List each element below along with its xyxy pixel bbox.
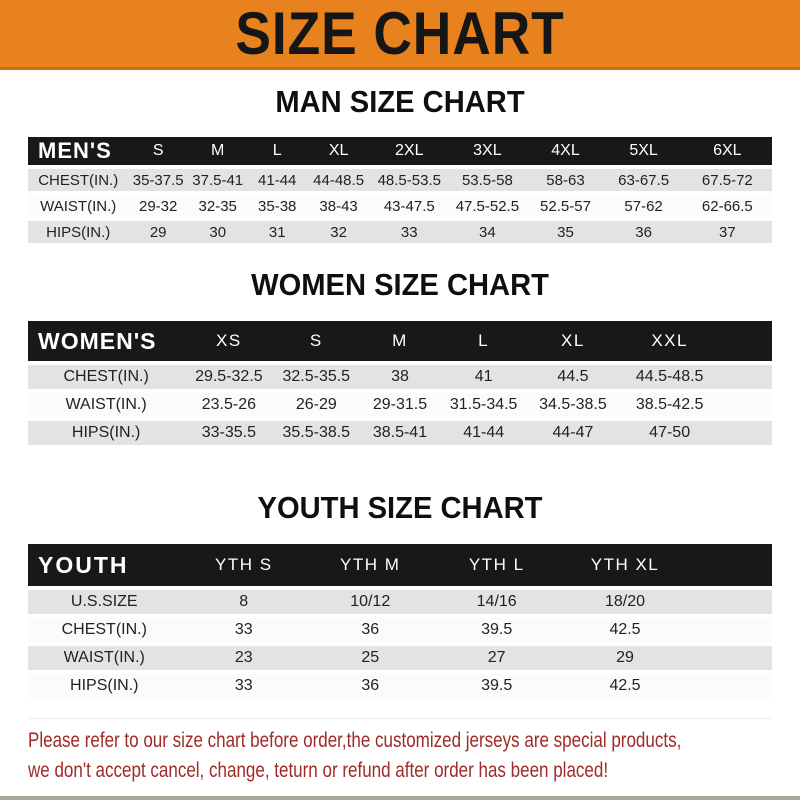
spacer-cell — [720, 365, 772, 389]
column-header: YTH M — [307, 544, 433, 586]
mens-size-table — [28, 133, 772, 247]
column-header: 5XL — [605, 137, 683, 165]
row-label: WAIST(IN.) — [28, 195, 128, 217]
spacer-cell — [690, 646, 772, 670]
table-row — [28, 590, 772, 614]
table-row — [28, 221, 772, 243]
value-cell: 44-47 — [526, 421, 619, 445]
value-cell: 35 — [526, 221, 604, 243]
value-cell: 38 — [359, 365, 441, 389]
value-cell: 23.5-26 — [184, 393, 273, 417]
disclaimer-line-1: Please refer to our size chart before order,the customized jerseys are special products, — [28, 729, 682, 752]
value-cell: 39.5 — [433, 674, 559, 698]
disclaimer-note — [28, 718, 772, 786]
youth-size-chart-heading: YOUTH SIZE CHART — [257, 490, 543, 525]
table-row — [28, 618, 772, 642]
value-cell: 33 — [370, 221, 448, 243]
value-cell: 38-43 — [307, 195, 370, 217]
table-row — [28, 195, 772, 217]
value-cell: 57-62 — [605, 195, 683, 217]
value-cell: 37.5-41 — [188, 169, 248, 191]
man-size-chart-heading: MAN SIZE CHART — [275, 84, 525, 119]
value-cell: 41-44 — [247, 169, 307, 191]
value-cell: 37 — [683, 221, 772, 243]
value-cell: 35-38 — [247, 195, 307, 217]
womens-size-table — [28, 317, 772, 449]
value-cell: 36 — [307, 674, 433, 698]
row-label: HIPS(IN.) — [28, 421, 184, 445]
table-row — [28, 674, 772, 698]
value-cell: 33-35.5 — [184, 421, 273, 445]
value-cell: 29 — [128, 221, 188, 243]
spacer-cell — [720, 321, 772, 361]
size-chart-banner — [0, 0, 800, 70]
spacer-cell — [690, 674, 772, 698]
value-cell: 25 — [307, 646, 433, 670]
column-header: XL — [526, 321, 619, 361]
value-cell: 43-47.5 — [370, 195, 448, 217]
spacer-cell — [690, 590, 772, 614]
women-size-chart-section — [0, 267, 800, 449]
value-cell: 53.5-58 — [448, 169, 526, 191]
value-cell: 23 — [181, 646, 307, 670]
column-header: S — [274, 321, 360, 361]
value-cell: 32 — [307, 221, 370, 243]
value-cell: 31 — [247, 221, 307, 243]
value-cell: 33 — [181, 674, 307, 698]
value-cell: 14/16 — [433, 590, 559, 614]
column-header: XS — [184, 321, 273, 361]
value-cell: 18/20 — [560, 590, 690, 614]
row-label: WAIST(IN.) — [28, 646, 181, 670]
value-cell: 38.5-42.5 — [619, 393, 719, 417]
value-cell: 36 — [307, 618, 433, 642]
value-cell: 34.5-38.5 — [526, 393, 619, 417]
table-row — [28, 169, 772, 191]
value-cell: 63-67.5 — [605, 169, 683, 191]
column-header: M — [188, 137, 248, 165]
bottom-edge-strip — [0, 796, 800, 800]
column-header: 4XL — [526, 137, 604, 165]
row-label: WAIST(IN.) — [28, 393, 184, 417]
table-row — [28, 421, 772, 445]
table-header-row — [28, 137, 772, 165]
spacer-cell — [690, 618, 772, 642]
table-header-row — [28, 544, 772, 586]
row-label: CHEST(IN.) — [28, 365, 184, 389]
value-cell: 27 — [433, 646, 559, 670]
value-cell: 62-66.5 — [683, 195, 772, 217]
value-cell: 10/12 — [307, 590, 433, 614]
column-header: 2XL — [370, 137, 448, 165]
banner-title: SIZE CHART — [235, 0, 565, 67]
value-cell: 35-37.5 — [128, 169, 188, 191]
table-corner-label: YOUTH — [28, 544, 181, 586]
value-cell: 44.5 — [526, 365, 619, 389]
column-header: L — [247, 137, 307, 165]
value-cell: 41-44 — [441, 421, 527, 445]
value-cell: 47.5-52.5 — [448, 195, 526, 217]
value-cell: 35.5-38.5 — [274, 421, 360, 445]
row-label: CHEST(IN.) — [28, 169, 128, 191]
table-header-row — [28, 321, 772, 361]
disclaimer-line-2: we don't accept cancel, change, teturn or refund after order has been placed! — [28, 759, 609, 782]
spacer-cell — [720, 421, 772, 445]
value-cell: 47-50 — [619, 421, 719, 445]
spacer-cell — [720, 393, 772, 417]
table-row — [28, 393, 772, 417]
table-row — [28, 365, 772, 389]
column-header: YTH L — [433, 544, 559, 586]
column-header: M — [359, 321, 441, 361]
value-cell: 41 — [441, 365, 527, 389]
table-corner-label: WOMEN'S — [28, 321, 184, 361]
value-cell: 8 — [181, 590, 307, 614]
row-label: CHEST(IN.) — [28, 618, 181, 642]
value-cell: 38.5-41 — [359, 421, 441, 445]
value-cell: 44-48.5 — [307, 169, 370, 191]
value-cell: 39.5 — [433, 618, 559, 642]
value-cell: 29 — [560, 646, 690, 670]
value-cell: 31.5-34.5 — [441, 393, 527, 417]
column-header: YTH XL — [560, 544, 690, 586]
value-cell: 36 — [605, 221, 683, 243]
row-label: HIPS(IN.) — [28, 674, 181, 698]
column-header: 6XL — [683, 137, 772, 165]
value-cell: 58-63 — [526, 169, 604, 191]
column-header: XL — [307, 137, 370, 165]
row-label: U.S.SIZE — [28, 590, 181, 614]
column-header: YTH S — [181, 544, 307, 586]
value-cell: 52.5-57 — [526, 195, 604, 217]
value-cell: 48.5-53.5 — [370, 169, 448, 191]
value-cell: 33 — [181, 618, 307, 642]
value-cell: 44.5-48.5 — [619, 365, 719, 389]
column-header: L — [441, 321, 527, 361]
value-cell: 42.5 — [560, 674, 690, 698]
value-cell: 29-31.5 — [359, 393, 441, 417]
value-cell: 67.5-72 — [683, 169, 772, 191]
youth-size-chart-section — [0, 490, 800, 702]
value-cell: 29.5-32.5 — [184, 365, 273, 389]
value-cell: 32.5-35.5 — [274, 365, 360, 389]
value-cell: 30 — [188, 221, 248, 243]
table-row — [28, 646, 772, 670]
column-header: XXL — [619, 321, 719, 361]
column-header: 3XL — [448, 137, 526, 165]
row-label: HIPS(IN.) — [28, 221, 128, 243]
man-size-chart-section — [0, 84, 800, 247]
spacer-cell — [690, 544, 772, 586]
table-corner-label: MEN'S — [28, 137, 128, 165]
column-header: S — [128, 137, 188, 165]
women-size-chart-heading: WOMEN SIZE CHART — [251, 267, 549, 302]
youth-size-table — [28, 540, 772, 702]
value-cell: 34 — [448, 221, 526, 243]
value-cell: 26-29 — [274, 393, 360, 417]
value-cell: 32-35 — [188, 195, 248, 217]
value-cell: 29-32 — [128, 195, 188, 217]
value-cell: 42.5 — [560, 618, 690, 642]
